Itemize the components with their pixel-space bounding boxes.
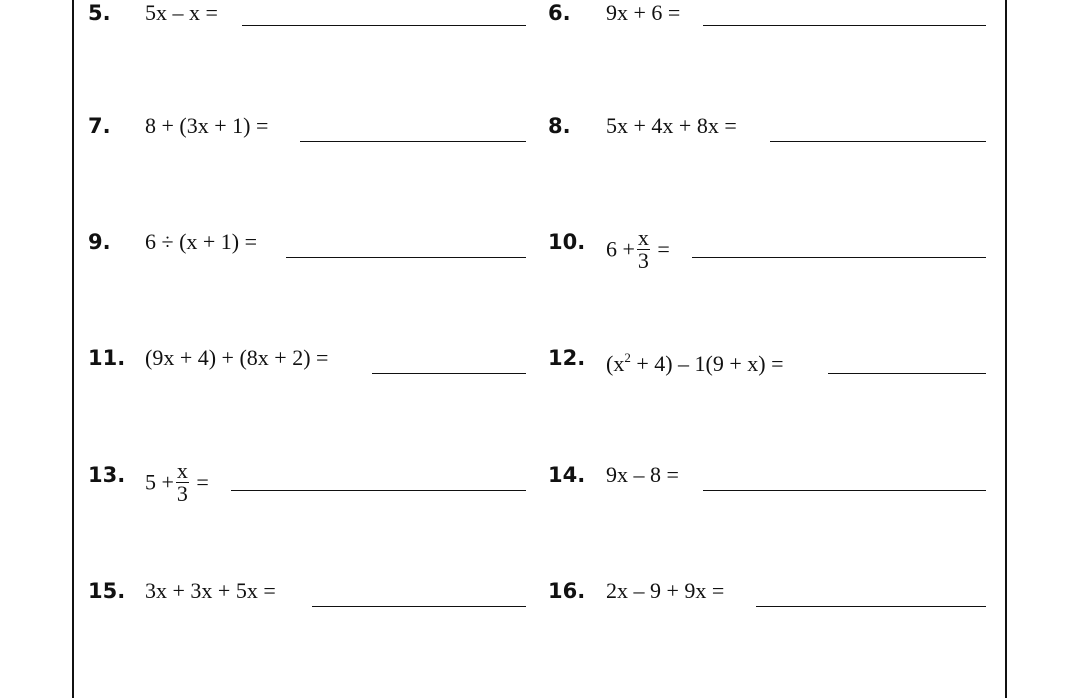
problem-number: 6. — [548, 1, 571, 25]
problem-number: 8. — [548, 114, 571, 138]
problem-expression: $(x^2 + 4) - 1(9 + x)$ = — [606, 350, 784, 376]
problem-expression: 2x – 9 + 9x = — [606, 578, 725, 603]
answer-line[interactable] — [242, 25, 526, 26]
answer-line[interactable] — [756, 606, 986, 607]
problem-expression: 8 + (3x + 1) = — [145, 113, 269, 138]
problem-expression: 5 + $\frac{x}{3}$ = — [145, 458, 209, 506]
problem-expression: 5x + 4x + 8x = — [606, 113, 737, 138]
problem-expression: 6 ÷ (x + 1) = — [145, 229, 258, 254]
problem-number: 15. — [88, 579, 126, 603]
problem-expression: 9x + 6 = — [606, 0, 681, 25]
problem-14 — [548, 462, 988, 522]
problem-number: 7. — [88, 114, 111, 138]
answer-line[interactable] — [770, 141, 986, 142]
fraction: $\frac{x}{3}$ — [637, 225, 649, 273]
problem-number: 13. — [88, 463, 126, 487]
answer-line[interactable] — [372, 373, 526, 374]
problem-expression: 6 + $\frac{x}{3}$ = — [606, 225, 670, 273]
problem-expression: 5x – x = — [145, 0, 218, 25]
answer-line[interactable] — [286, 257, 526, 258]
problem-15 — [88, 578, 528, 638]
answer-line[interactable] — [312, 606, 526, 607]
problem-8 — [548, 113, 988, 173]
problem-number: 16. — [548, 579, 586, 603]
answer-line[interactable] — [300, 141, 526, 142]
problem-number: 12. — [548, 346, 586, 370]
answer-line[interactable] — [703, 25, 986, 26]
problem-9 — [88, 229, 528, 289]
problem-expression: 3x + 3x + 5x = — [145, 578, 276, 603]
problem-10 — [548, 225, 988, 289]
problem-expression: 9x – 8 = — [606, 462, 679, 487]
problem-expression: (9x + 4) + (8x + 2) = — [145, 345, 329, 370]
problem-number: 11. — [88, 346, 126, 370]
problem-number: 5. — [88, 1, 111, 25]
problem-16 — [548, 578, 988, 638]
problem-7 — [88, 113, 528, 173]
answer-line[interactable] — [828, 373, 986, 374]
problem-13 — [88, 458, 528, 522]
problem-12 — [548, 345, 988, 405]
problem-11 — [88, 345, 528, 405]
problem-number: 10. — [548, 230, 586, 254]
answer-line[interactable] — [692, 257, 986, 258]
fraction: $\frac{x}{3}$ — [176, 458, 188, 506]
answer-line[interactable] — [703, 490, 986, 491]
answer-line[interactable] — [231, 490, 526, 491]
problem-6 — [548, 0, 988, 60]
problem-5 — [88, 0, 528, 60]
problem-number: 14. — [548, 463, 586, 487]
problem-number: 9. — [88, 230, 111, 254]
